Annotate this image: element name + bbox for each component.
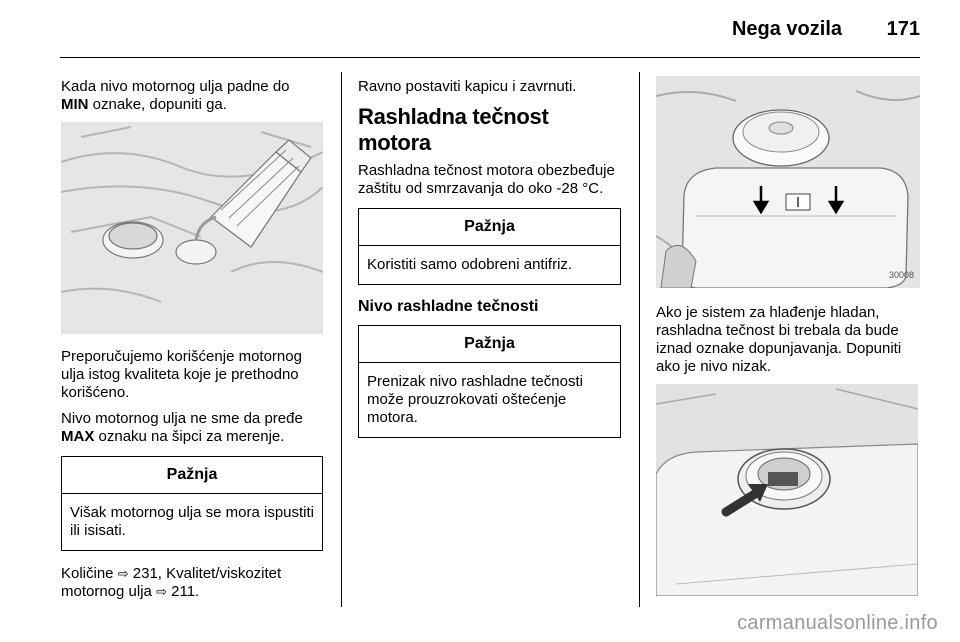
paragraph-references: Količine ⇨ 231, Kvalitet/viskozitet motornog ulja ⇨ 211. bbox=[61, 565, 282, 600]
reference-arrow-icon: ⇨ bbox=[117, 566, 129, 581]
figure-coolant-reservoir bbox=[656, 76, 920, 288]
page-number: 171 bbox=[886, 18, 920, 40]
heading-coolant-level: Nivo rashladne tečnosti bbox=[358, 298, 539, 315]
warning-text: Koristiti samo odobreni antifriz. bbox=[367, 256, 573, 273]
warning-title: Pažnja bbox=[359, 209, 620, 246]
coolant-reservoir-illustration bbox=[656, 76, 920, 288]
warning-title: Pažnja bbox=[62, 457, 322, 494]
figure-coolant-marker bbox=[656, 384, 918, 596]
heading-coolant: Rashladna tečnost motora bbox=[358, 104, 549, 155]
column-divider-1 bbox=[341, 72, 342, 607]
link-oil-quality[interactable]: 211. bbox=[166, 583, 200, 600]
warning-box-antifreeze bbox=[358, 208, 621, 285]
link-quantities[interactable]: 231, Kvalitet/viskozitet bbox=[128, 565, 282, 582]
min-label: MIN bbox=[61, 96, 89, 113]
coolant-marker-illustration bbox=[656, 384, 918, 596]
figure-code: 30008 bbox=[888, 270, 914, 280]
warning-box-oil bbox=[61, 456, 323, 551]
max-label: MAX bbox=[61, 428, 95, 445]
figure-oil-filling bbox=[61, 122, 323, 334]
paragraph-cooling-level: Ako je sistem za hlađenje hladan, rashladna tečnost bi trebala da bude iznad oznake dopunjavanja. Dopuniti ako je nivo nizak. bbox=[656, 304, 902, 375]
warning-text: Višak motornog ulja se mora ispustiti ili isisati. bbox=[70, 504, 314, 539]
warning-box-coolant-level bbox=[358, 325, 621, 438]
warning-text: Prenizak nivo rashladne tečnosti može prouzrokovati oštećenje motora. bbox=[367, 373, 583, 426]
paragraph-coolant: Rashladna tečnost motora obezbeđuje zaštitu od smrzavanja do oko -28 °C. bbox=[358, 162, 615, 197]
warning-title: Pažnja bbox=[359, 326, 620, 363]
page-header bbox=[60, 18, 920, 48]
header-divider bbox=[60, 57, 920, 58]
section-title: Nega vozila bbox=[731, 18, 842, 40]
column-3 bbox=[656, 76, 920, 596]
oil-filling-illustration bbox=[61, 122, 323, 334]
column-1 bbox=[61, 78, 323, 609]
column-2 bbox=[358, 78, 621, 438]
paragraph-oil-max: Nivo motornog ulja ne sme da pređe MAX oznaku na šipci za merenje. bbox=[61, 410, 303, 445]
column-divider-2 bbox=[639, 72, 640, 607]
reference-arrow-icon: ⇨ bbox=[156, 584, 167, 599]
paragraph-oil-min: Kada nivo motornog ulja padne do MIN oznake, dopuniti ga. bbox=[61, 78, 290, 113]
watermark: carmanualsonline.info bbox=[737, 612, 938, 634]
paragraph-cap: Ravno postaviti kapicu i zavrnuti. bbox=[358, 78, 577, 95]
paragraph-recommend: Preporučujemo korišćenje motornog ulja istog kvaliteta koje je prethodno korišćeno. bbox=[61, 348, 302, 401]
